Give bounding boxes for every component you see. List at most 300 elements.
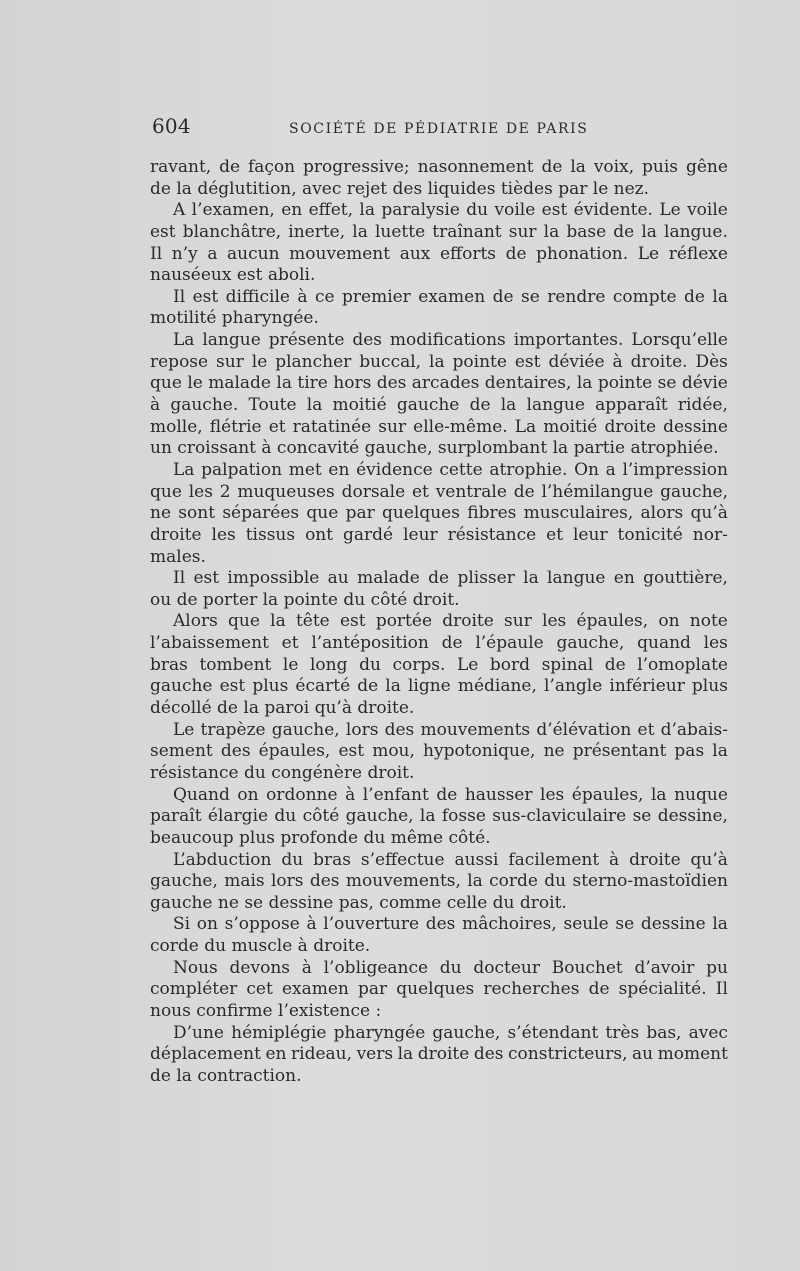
word: rendre — [547, 286, 606, 307]
word: ventrale — [435, 481, 507, 502]
text-line — [150, 568, 728, 590]
word: des — [352, 330, 382, 351]
word: épaules, — [571, 784, 644, 805]
word: des — [384, 719, 415, 740]
word: gouttière, — [643, 568, 728, 589]
word: que — [150, 481, 182, 502]
word: mouvement — [289, 243, 391, 264]
word: à — [150, 395, 161, 416]
word: déviée — [548, 351, 605, 372]
word: voile — [494, 200, 536, 221]
word: paraît — [150, 806, 202, 827]
word: Il — [715, 979, 728, 1000]
word: l’obligeance — [323, 957, 429, 978]
word: ratatinée — [292, 416, 372, 437]
word: cette — [439, 459, 483, 480]
word: droite — [604, 416, 657, 437]
text-line — [150, 222, 728, 244]
word: avec — [688, 1022, 728, 1043]
word: hémiplégie — [231, 1022, 327, 1043]
word: efforts — [439, 243, 497, 264]
word: la — [270, 611, 286, 632]
word: séparées — [222, 503, 300, 524]
word: d’élévation — [536, 719, 632, 740]
word: docteur — [473, 957, 540, 978]
word: et — [637, 719, 655, 740]
word: la — [641, 221, 657, 242]
text-line — [150, 914, 728, 936]
word: aux — [399, 243, 431, 264]
text-line: nous confirme l’existence : — [150, 1000, 382, 1021]
word: modifications — [389, 330, 506, 351]
word: Quand — [173, 784, 230, 805]
word: langue — [202, 330, 261, 351]
word: l’épaule — [475, 633, 544, 654]
word: mouvements — [420, 719, 531, 740]
word: présentant — [572, 741, 667, 762]
text-line — [150, 244, 728, 266]
word: droite — [442, 611, 494, 632]
text-line — [150, 1044, 728, 1066]
word: réflexe — [668, 243, 728, 264]
word: malade — [357, 568, 420, 589]
word: La — [514, 416, 537, 437]
word: en — [281, 200, 303, 221]
word: la — [385, 676, 401, 697]
word: à — [297, 286, 308, 307]
word: la — [419, 806, 436, 827]
word: aucun — [227, 243, 280, 264]
page-number: 604 — [152, 114, 191, 138]
word: sement — [150, 741, 213, 762]
word: apparaît — [595, 395, 668, 416]
word: base — [566, 221, 607, 242]
word: lors — [270, 871, 304, 892]
word: a — [605, 459, 616, 480]
word: de — [613, 221, 635, 242]
word: dessine, — [657, 806, 728, 827]
word: D’une — [173, 1022, 224, 1043]
word: gauche — [150, 676, 213, 697]
page-header — [152, 113, 732, 143]
word: seule — [563, 914, 609, 935]
text-line — [150, 676, 728, 698]
word: voix, — [593, 157, 635, 177]
word: dessine — [640, 914, 706, 935]
word: l’angle — [543, 676, 603, 697]
word: met — [288, 459, 322, 480]
text-line — [150, 611, 728, 633]
word: est — [514, 351, 541, 372]
word: qu’à — [690, 849, 728, 870]
word: hypotonique, — [423, 741, 536, 762]
word: hors — [333, 373, 372, 394]
word: à — [345, 784, 356, 805]
word: ravant, — [150, 157, 212, 177]
word: est — [150, 221, 176, 242]
word: mâchoires, — [462, 914, 557, 935]
text-line — [150, 330, 728, 352]
word: est — [339, 611, 366, 632]
word: de — [357, 676, 379, 697]
word: recherches — [483, 979, 580, 1000]
word: la — [397, 1044, 414, 1065]
word: est — [541, 200, 568, 221]
word: quand — [637, 633, 691, 654]
text-line — [150, 633, 728, 655]
word: se — [632, 806, 652, 827]
word: langue — [526, 395, 585, 416]
word: gauche. — [170, 395, 239, 416]
word: de — [604, 654, 626, 675]
word: on — [658, 611, 680, 632]
word: Il — [150, 243, 163, 264]
text-line — [150, 785, 728, 807]
word: de — [436, 784, 458, 805]
word: que — [150, 373, 182, 394]
word: sur — [508, 221, 537, 242]
text-line: corde du muscle à droite. — [150, 936, 371, 957]
word: s’oppose — [224, 914, 300, 935]
text-line: ou de porter la pointe du côté droit. — [150, 589, 460, 610]
word: leur — [403, 524, 438, 545]
word: inerte, — [288, 221, 346, 242]
word: en — [328, 459, 350, 480]
word: de — [505, 243, 527, 264]
word: droite. — [630, 351, 688, 372]
text-line — [150, 373, 728, 395]
word: Bouchet — [551, 957, 623, 978]
word: bas, — [646, 1022, 682, 1043]
word: mouvements, — [345, 871, 461, 892]
text-line — [150, 157, 728, 179]
word: médiane, — [457, 676, 537, 697]
word: élargie — [207, 806, 269, 827]
word: de — [588, 979, 610, 1000]
word: la — [306, 395, 323, 416]
word: note — [689, 611, 728, 632]
word: luette — [374, 221, 426, 242]
word: dessine — [663, 416, 728, 437]
word: des — [220, 741, 251, 762]
word: l’impression — [622, 459, 728, 480]
word: de — [684, 286, 705, 307]
word: du — [439, 957, 462, 978]
word: spinal — [541, 654, 594, 675]
word: les — [188, 481, 213, 502]
word: sur — [216, 351, 244, 372]
text-line — [150, 1023, 728, 1045]
word: du — [274, 806, 297, 827]
word: mais — [224, 871, 265, 892]
word: se — [657, 373, 677, 394]
word: des — [309, 871, 340, 892]
word: plancher — [275, 351, 352, 372]
word: progressive; — [303, 157, 410, 177]
word: La — [173, 330, 195, 351]
word: phonation. — [536, 243, 629, 264]
word: repose — [150, 351, 209, 372]
word: est — [338, 741, 365, 762]
word: gauche, — [432, 1022, 501, 1043]
word: du — [544, 871, 567, 892]
word: tire — [297, 373, 328, 394]
word: qu’à — [690, 503, 728, 524]
word: dorsale — [341, 481, 406, 502]
word: quelques — [396, 979, 475, 1000]
word: bord — [489, 654, 530, 675]
word: de — [469, 395, 491, 416]
text-line — [150, 503, 728, 525]
text-line: de la déglutition, avec rejet des liquides tièdes par le nez. — [150, 178, 650, 199]
word: à — [609, 849, 620, 870]
word: l’examen, — [191, 200, 275, 221]
word: Le — [637, 243, 660, 264]
text-line — [150, 395, 728, 417]
word: les — [542, 611, 567, 632]
word: gêne — [685, 157, 728, 177]
word: ne — [150, 503, 172, 524]
word: l’antéposition — [311, 633, 429, 654]
word: plisser — [457, 568, 515, 589]
word: à — [301, 957, 312, 978]
word: tissus — [245, 524, 296, 545]
word: blanchâtre, — [182, 221, 282, 242]
text-line — [150, 871, 728, 893]
word: pointe — [597, 373, 653, 394]
word: fosse — [441, 806, 486, 827]
word: impossible — [227, 568, 320, 589]
word: long — [309, 654, 348, 675]
word: L’abduction — [173, 849, 272, 870]
word: la — [650, 784, 667, 805]
text-line — [150, 958, 728, 980]
body-text — [150, 157, 728, 1088]
word: des — [473, 1044, 504, 1065]
word: compte — [612, 286, 677, 307]
word: muqueuses — [237, 481, 335, 502]
word: pharyngée — [333, 1022, 426, 1043]
word: épaules, — [258, 741, 331, 762]
word: la — [352, 221, 368, 242]
word: flétrie — [209, 416, 262, 437]
word: arcades — [411, 373, 480, 394]
text-line: motilité pharyngée. — [150, 308, 319, 329]
word: côté — [302, 806, 340, 827]
word: la — [429, 351, 445, 372]
word: paralysie — [381, 200, 460, 221]
word: importantes. — [513, 330, 624, 351]
word: Nous — [173, 957, 218, 978]
text-line: de la contraction. — [150, 1065, 302, 1086]
text-line: beaucoup plus profonde du même côté. — [150, 827, 491, 848]
word: évidente. — [573, 200, 653, 221]
word: inférieur — [609, 676, 685, 697]
word: droite — [150, 524, 202, 545]
word: examen — [281, 979, 349, 1000]
word: par — [345, 503, 375, 524]
word: ligne — [407, 676, 451, 697]
word: plus — [252, 676, 289, 697]
text-line: males. — [150, 546, 206, 567]
word: constricteurs, — [508, 1044, 628, 1065]
word: que — [228, 611, 260, 632]
word: est — [219, 676, 246, 697]
word: les — [703, 633, 728, 654]
word: en — [265, 1044, 287, 1065]
word: nuque — [674, 784, 728, 805]
word: cet — [246, 979, 273, 1000]
word: gauche, — [345, 806, 414, 827]
word: A — [173, 200, 186, 221]
text-line — [150, 525, 728, 547]
word: de — [219, 157, 241, 177]
word: et — [281, 633, 299, 654]
word: droite — [629, 849, 681, 870]
word: résistance — [447, 524, 537, 545]
word: déplacement — [150, 1044, 261, 1065]
word: l’enfant — [362, 784, 429, 805]
word: l’hémilangue — [541, 481, 654, 502]
word: que — [306, 503, 339, 524]
text-line: nauséeux est aboli. — [150, 265, 316, 286]
word: langue. — [664, 221, 728, 242]
word: traînant — [432, 221, 502, 242]
word: de — [441, 633, 463, 654]
text-line — [150, 850, 728, 872]
word: sus-claviculaire — [492, 806, 627, 827]
word: présente — [268, 330, 345, 351]
word: Le — [173, 719, 195, 740]
word: devons — [229, 957, 290, 978]
word: les — [540, 784, 565, 805]
running-title: SOCIÉTÉ DE PÉDIATRIE DE PARIS — [289, 121, 589, 137]
word: l’ouverture — [323, 914, 420, 935]
word: on — [196, 914, 218, 935]
word: gauche, — [150, 871, 218, 892]
word: difficile — [225, 286, 290, 307]
word: fibres — [467, 503, 517, 524]
text-line — [150, 287, 728, 309]
word: se — [615, 914, 635, 935]
word: de — [428, 568, 450, 589]
word: molle, — [150, 416, 203, 437]
text-line — [150, 979, 728, 1001]
word: le — [282, 654, 299, 675]
word: corde — [489, 871, 538, 892]
word: les — [211, 524, 236, 545]
word: s’étendant — [507, 1022, 599, 1043]
word: moment — [657, 1044, 728, 1065]
word: gauche, — [556, 633, 625, 654]
word: Le — [456, 654, 479, 675]
word: gardé — [343, 524, 394, 545]
word: trapèze — [200, 719, 266, 740]
word: la — [500, 395, 517, 416]
word: et — [268, 416, 286, 437]
word: dentaires, — [484, 373, 572, 394]
word: de — [513, 481, 535, 502]
text-line — [150, 352, 728, 374]
word: portée — [375, 611, 433, 632]
word: la — [570, 157, 586, 177]
word: Il — [173, 286, 186, 307]
text-line — [150, 741, 728, 763]
word: par — [358, 979, 388, 1000]
word: elle-même. — [413, 416, 508, 437]
word: du — [466, 200, 489, 221]
word: Dès — [695, 351, 728, 372]
word: ce — [314, 286, 335, 307]
word: d’abais- — [660, 719, 728, 740]
word: bras — [313, 849, 351, 870]
text-line: décollé de la paroi qu’à droite. — [150, 698, 415, 719]
text-line — [150, 460, 728, 482]
word: l’omoplate — [637, 654, 728, 675]
word: pointe — [452, 351, 507, 372]
word: gauche, — [271, 719, 340, 740]
word: plus — [691, 676, 728, 697]
text-line — [150, 417, 728, 439]
word: alors — [640, 503, 684, 524]
word: musculaires, — [523, 503, 634, 524]
word: se — [521, 286, 540, 307]
word: facilement — [508, 849, 600, 870]
word: pas — [674, 741, 705, 762]
text-line: un croissant à concavité gauche, surplombant la partie atrophiée. — [150, 438, 719, 459]
word: Toute — [248, 395, 297, 416]
word: premier — [342, 286, 411, 307]
word: au — [632, 1044, 654, 1065]
word: vers — [356, 1044, 394, 1065]
word: ne — [543, 741, 565, 762]
word: ridée, — [677, 395, 728, 416]
word: ont — [305, 524, 334, 545]
word: droite — [417, 1044, 470, 1065]
word: leur — [573, 524, 608, 545]
word: est — [193, 568, 220, 589]
word: Si — [173, 914, 191, 935]
word: corps. — [392, 654, 446, 675]
word: dévie — [681, 373, 728, 394]
word: compléter — [150, 979, 238, 1000]
word: la — [523, 568, 539, 589]
word: sur — [504, 611, 532, 632]
word: buccal, — [359, 351, 422, 372]
word: sont — [178, 503, 216, 524]
word: le — [251, 351, 268, 372]
word: la — [276, 373, 292, 394]
word: de — [492, 286, 514, 307]
word: la — [467, 871, 483, 892]
word: tombent — [199, 654, 272, 675]
word: l’abaissement — [150, 633, 269, 654]
word: sur — [378, 416, 407, 437]
word: pu — [706, 957, 728, 978]
word: au — [327, 568, 349, 589]
word: du — [359, 654, 381, 675]
word: très — [605, 1022, 640, 1043]
word: à — [306, 914, 317, 935]
word: des — [376, 373, 407, 394]
word: d’avoir — [634, 957, 695, 978]
word: gauche, — [660, 481, 728, 502]
word: rideau, — [291, 1044, 353, 1065]
word: la — [543, 221, 560, 242]
word: la — [576, 373, 593, 394]
word: est — [192, 286, 219, 307]
word: bras — [150, 654, 188, 675]
